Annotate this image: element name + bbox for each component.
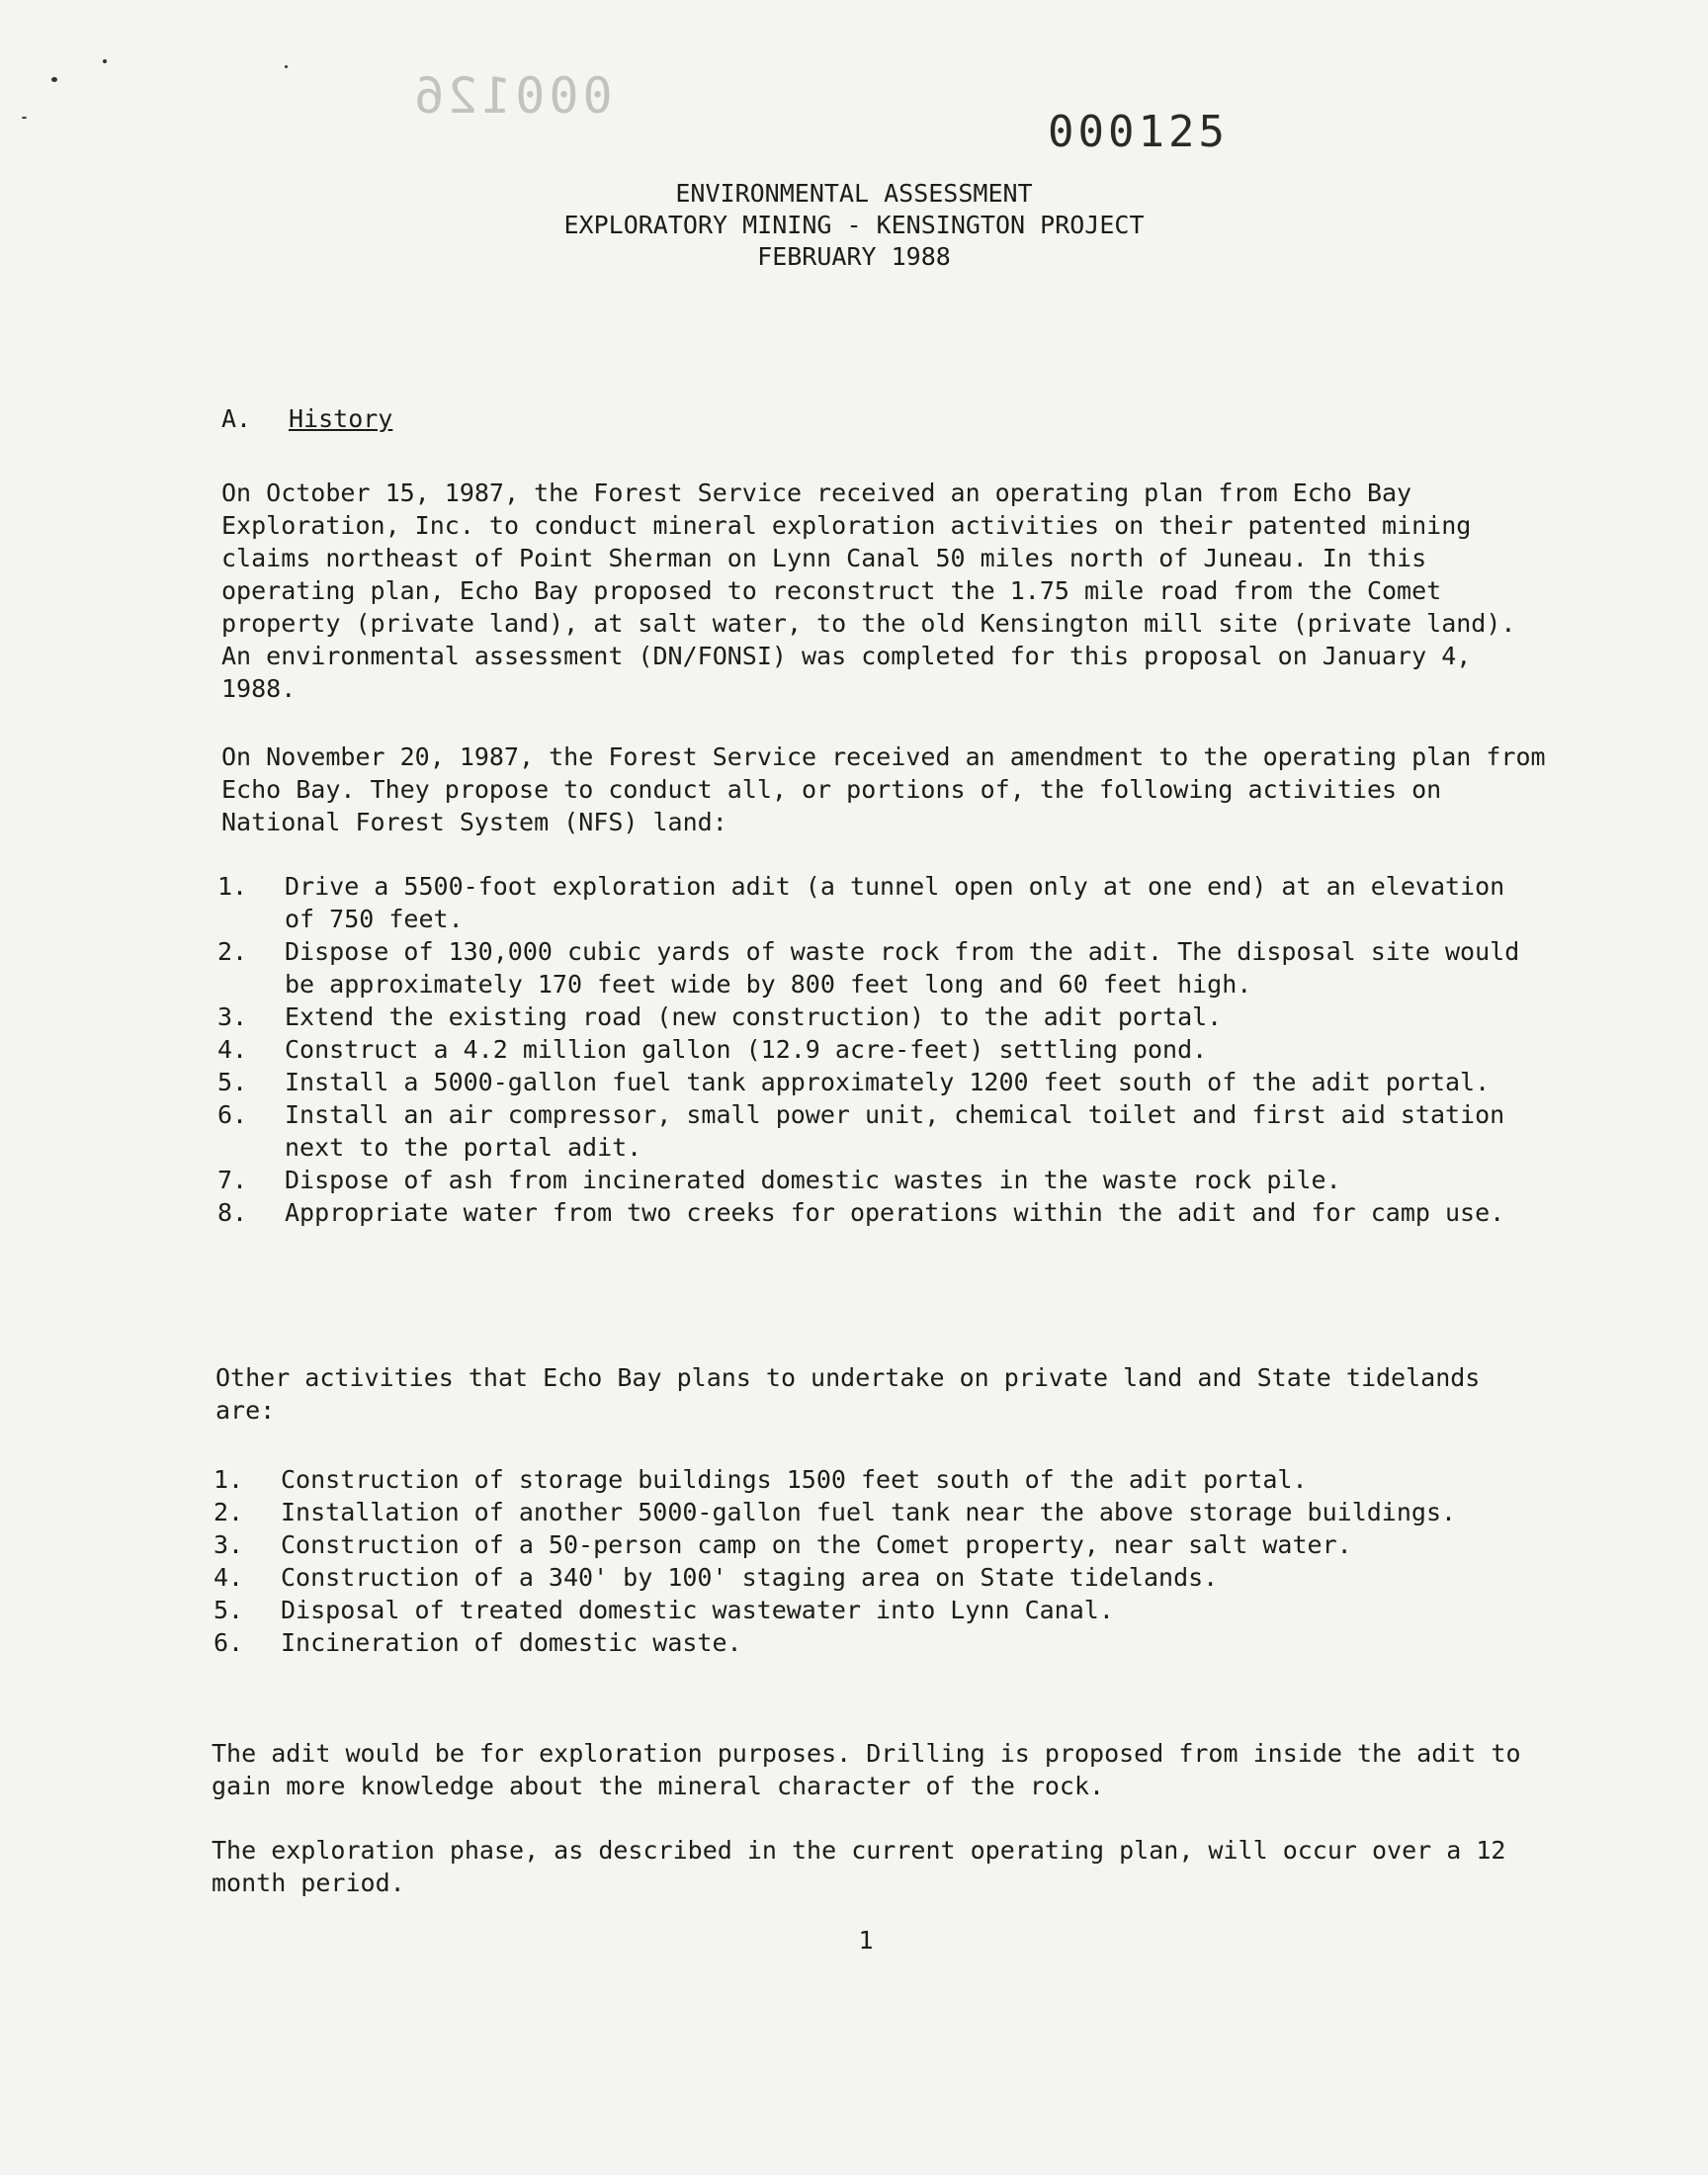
list-item <box>214 1463 1538 1496</box>
list-item-text: Appropriate water from two creeks for operations within the adit and for camp use. <box>285 1198 1505 1227</box>
list-item <box>217 1164 1542 1196</box>
list-item-text: Construction of a 340' by 100' staging area on State tidelands. <box>281 1563 1219 1592</box>
list-item-text: Disposal of treated domestic wastewater into Lynn Canal. <box>281 1596 1114 1624</box>
scan-speck <box>51 77 57 82</box>
list-item-number: 2. <box>217 937 248 966</box>
list-item-text: Incineration of domestic waste. <box>281 1628 742 1657</box>
list-item <box>217 1196 1542 1229</box>
page-number: 1 <box>858 1926 874 1955</box>
list-item-text: Dispose of ash from incinerated domestic wastes in the waste rock pile. <box>285 1166 1341 1194</box>
list-item-text: Construction of a 50-person camp on the Comet property, near salt water. <box>281 1530 1352 1559</box>
list-item <box>217 935 1542 1000</box>
list-item-text: Construct a 4.2 million gallon (12.9 acre-feet) settling pond. <box>285 1035 1208 1064</box>
header-date: FEBRUARY 1988 <box>757 242 951 271</box>
header-title: ENVIRONMENTAL ASSESSMENT <box>675 179 1033 208</box>
paragraph-5: The exploration phase, as described in the current operating plan, will occur over a 12 month period. <box>212 1836 1506 1897</box>
list-item-number: 8. <box>217 1198 248 1227</box>
list-item-number: 2. <box>214 1498 244 1526</box>
list-item-number: 5. <box>214 1596 244 1624</box>
nfs-activities-list <box>217 870 1542 1229</box>
bates-stamp: 000125 <box>1048 107 1229 157</box>
header-subtitle: EXPLORATORY MINING - KENSINGTON PROJECT <box>563 211 1145 239</box>
list-item <box>217 1098 1542 1164</box>
list-item <box>217 1000 1542 1033</box>
list-item-number: 3. <box>214 1530 244 1559</box>
scan-speck <box>22 117 27 119</box>
scan-speck <box>285 65 288 68</box>
list-item <box>214 1561 1538 1594</box>
private-activities-list <box>214 1463 1538 1659</box>
bleed-through-number: 000126 <box>410 67 613 125</box>
list-item-text: Dispose of 130,000 cubic yards of waste rock from the adit. The disposal site would be approximately 170 feet wide by 800 feet long and 60 feet high. <box>285 937 1520 999</box>
paragraph-4: The adit would be for exploration purposes. Drilling is proposed from inside the adit to gain more knowledge about the mineral character of the rock. <box>212 1739 1521 1800</box>
list-item <box>214 1496 1538 1528</box>
paragraph-2: On November 20, 1987, the Forest Service received an amendment to the operating plan from Echo Bay. They propose to conduct all, or portions of, the following activities on National Forest System (NFS) land: <box>221 742 1546 836</box>
list-item-number: 4. <box>214 1563 244 1592</box>
paragraph-1: On October 15, 1987, the Forest Service received an operating plan from Echo Bay Exploration, Inc. to conduct mineral exploration activities on their patented mining claims northeast of Point Sherman on Lynn Canal 50 miles north of Juneau. In this operating plan, Echo Bay proposed to reconstruct the 1.75 mile road from the Comet property (private land), at salt water, to the old Kensington mill site (private land). An environmental assessment (DN/FONSI) was completed for this proposal on January 4, 1988. <box>221 478 1516 703</box>
list-item <box>214 1626 1538 1659</box>
list-item-number: 1. <box>214 1465 244 1494</box>
list-item-number: 1. <box>217 872 248 901</box>
list-item-number: 7. <box>217 1166 248 1194</box>
section-heading <box>221 402 1546 435</box>
list-item-number: 4. <box>217 1035 248 1064</box>
paragraph-3: Other activities that Echo Bay plans to undertake on private land and State tidelands are: <box>215 1363 1481 1425</box>
list-item <box>214 1528 1538 1561</box>
list-item <box>217 1066 1542 1098</box>
list-item-text: Drive a 5500-foot exploration adit (a tunnel open only at one end) at an elevation of 750 feet. <box>285 872 1505 933</box>
document-header <box>0 178 1708 273</box>
list-item-number: 6. <box>217 1100 248 1129</box>
list-item <box>214 1594 1538 1626</box>
list-item <box>217 1033 1542 1066</box>
list-item-number: 6. <box>214 1628 244 1657</box>
list-item-text: Installation of another 5000-gallon fuel tank near the above storage buildings. <box>281 1498 1457 1526</box>
list-item-text: Install a 5000-gallon fuel tank approximately 1200 feet south of the adit portal. <box>285 1068 1491 1096</box>
list-item-number: 3. <box>217 1002 248 1031</box>
scan-speck <box>103 59 107 63</box>
list-item-text: Construction of storage buildings 1500 feet south of the adit portal. <box>281 1465 1308 1494</box>
section-title: History <box>289 404 393 433</box>
section-letter: A. <box>221 404 252 433</box>
list-item-text: Install an air compressor, small power unit, chemical toilet and first aid station next to the portal adit. <box>285 1100 1505 1162</box>
list-item <box>217 870 1542 935</box>
list-item-number: 5. <box>217 1068 248 1096</box>
list-item-text: Extend the existing road (new construction) to the adit portal. <box>285 1002 1223 1031</box>
